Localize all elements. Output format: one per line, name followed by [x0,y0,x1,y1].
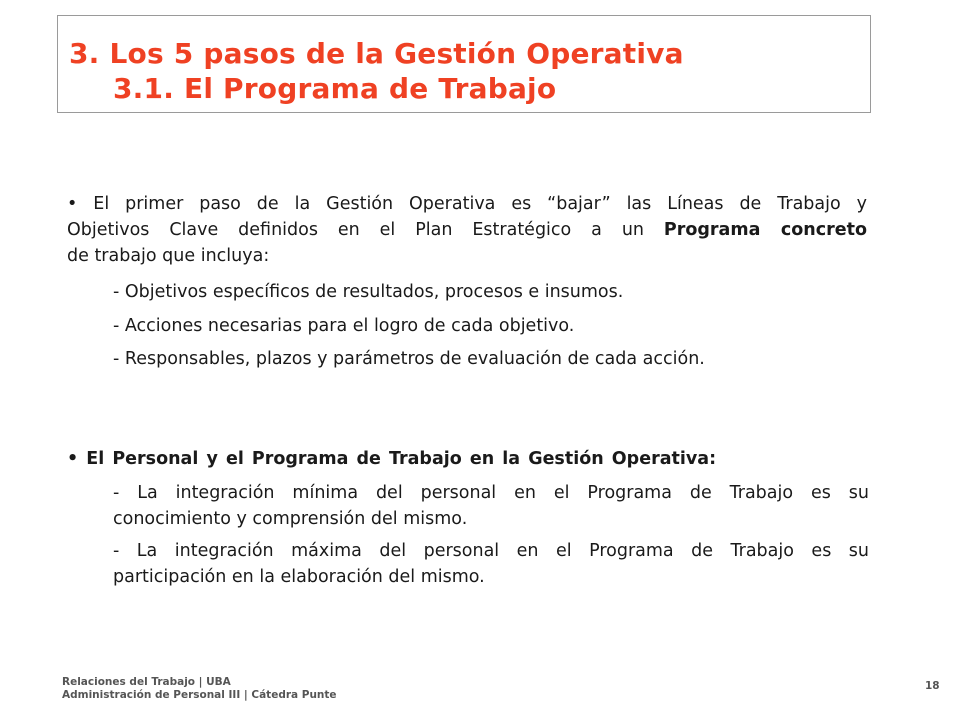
integracion-maxima-line-1: - La integración máxima del personal en el Programa de Trabajo es su [113,541,869,561]
bullet: • [67,194,78,214]
list-item-integracion-minima [113,480,869,532]
intro-line-3: de trabajo que incluya: [67,246,270,266]
intro-bold-phrase: Programa concreto [663,220,867,240]
intro-text-2: Objetivos Clave definidos en el Plan Estratégico a un [67,220,644,240]
intro-line-2 [67,217,867,243]
list-item-acciones: - Acciones necesarias para el logro de cada objetivo. [113,316,575,336]
integracion-minima-line-2: conocimiento y comprensión del mismo. [113,509,468,529]
section-heading-text: El Personal y el Programa de Trabajo en la Gestión Operativa: [86,449,717,469]
footer-course: Administración de Personal III | Cátedra Punte [62,689,337,701]
page-number: 18 [925,680,940,692]
section-heading-personal [67,446,716,472]
integracion-maxima-line-2: participación en la elaboración del mismo. [113,567,485,587]
intro-line-1 [67,191,867,217]
bullet: • [67,449,79,469]
intro-paragraph [67,191,867,269]
footer-institution: Relaciones del Trabajo | UBA [62,676,231,688]
intro-text-1: El primer paso de la Gestión Operativa es “bajar” las Líneas de Trabajo y [93,194,867,214]
slide-subtitle: 3.1. El Programa de Trabajo [113,72,557,105]
list-item-objetivos: - Objetivos específicos de resultados, procesos e insumos. [113,282,624,302]
list-item-responsables: - Responsables, plazos y parámetros de evaluación de cada acción. [113,349,705,369]
slide-title: 3. Los 5 pasos de la Gestión Operativa [69,37,684,70]
list-item-integracion-maxima [113,538,869,590]
integracion-minima-line-1: - La integración mínima del personal en el Programa de Trabajo es su [113,483,869,503]
